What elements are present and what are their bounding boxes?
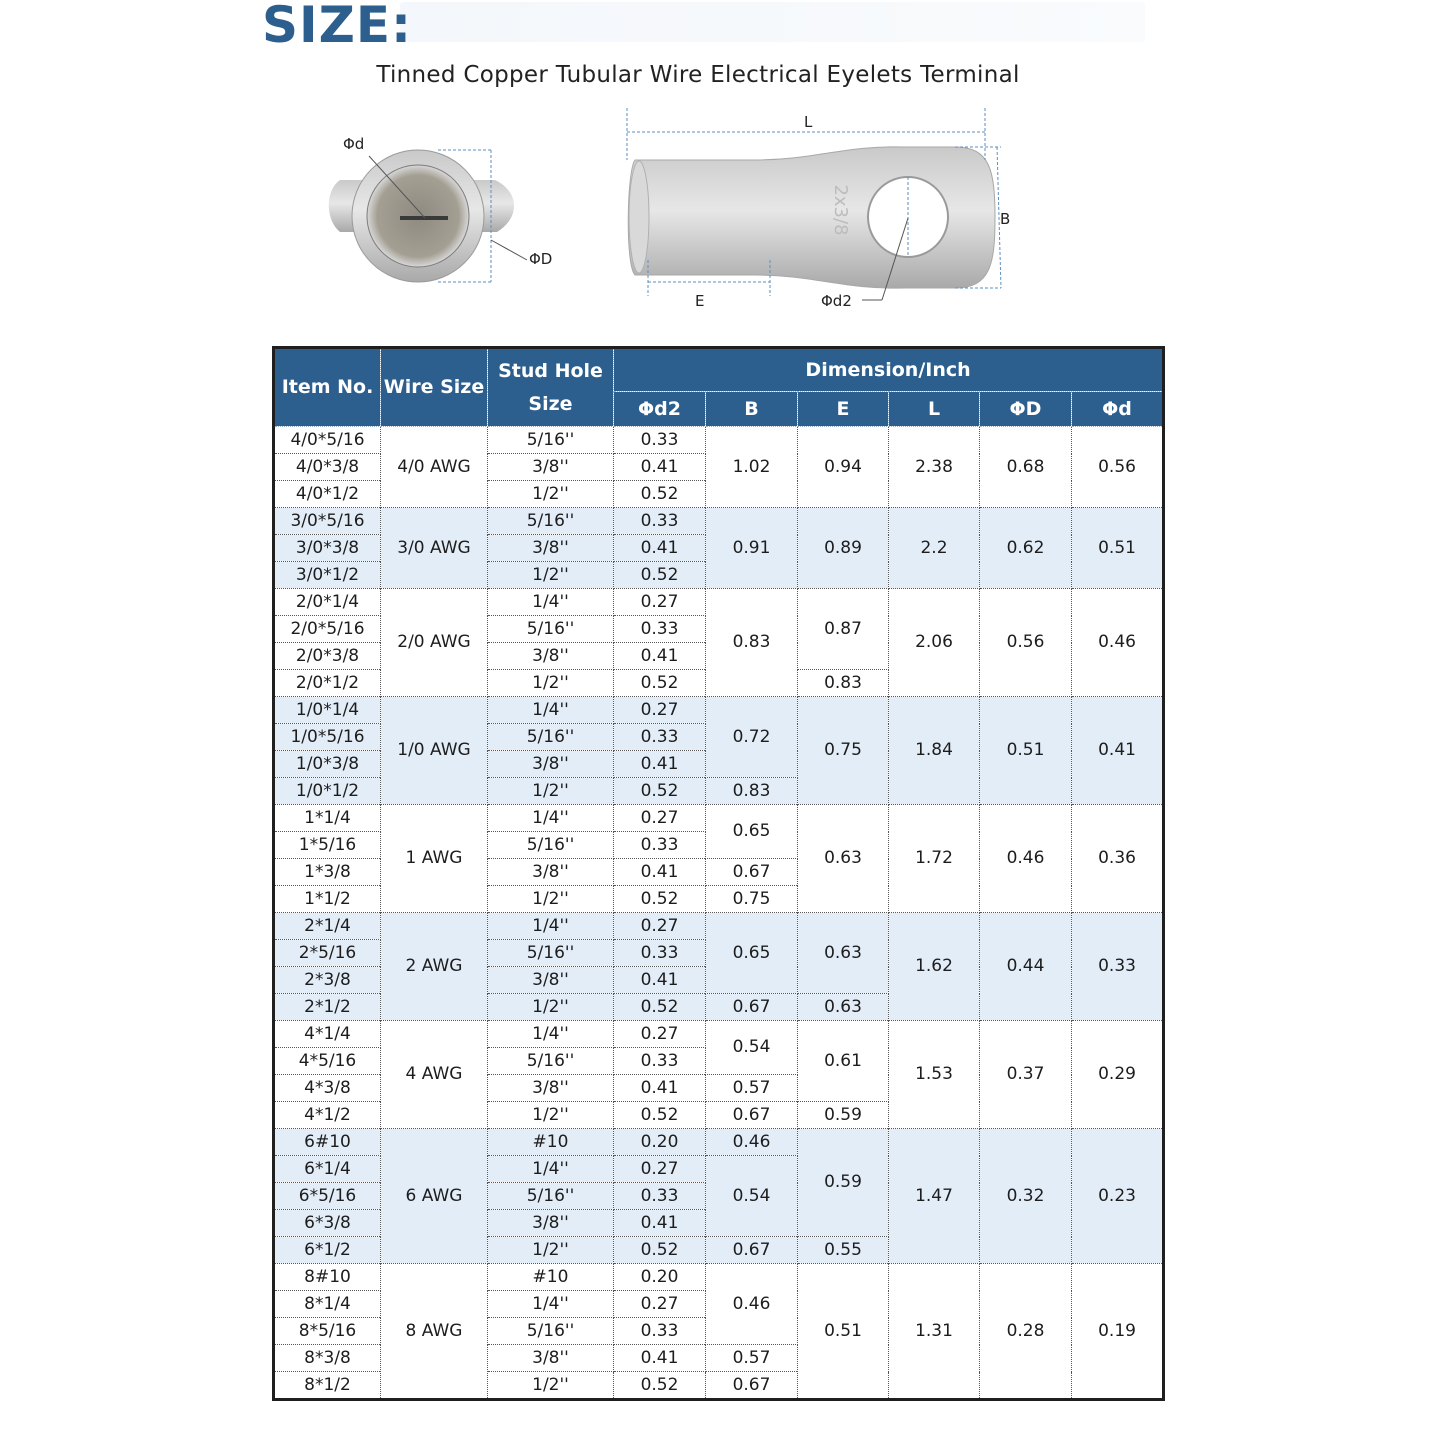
header-dimension: Dimension/Inch — [614, 348, 1164, 392]
wire-group — [274, 805, 1164, 913]
b-cell: 0.83 — [706, 778, 798, 805]
stud-hole-cell: 1/4'' — [488, 913, 614, 940]
inner-diameter-cell: 0.36 — [1072, 805, 1164, 913]
d2-cell: 0.27 — [614, 697, 706, 724]
item-no-cell: 6*5/16 — [274, 1183, 381, 1210]
inner-diameter-cell: 0.51 — [1072, 508, 1164, 589]
label-L: L — [804, 113, 813, 131]
label-d: Φd — [343, 135, 365, 153]
outer-diameter-cell: 0.32 — [980, 1129, 1072, 1264]
item-no-cell: 2*1/2 — [274, 994, 381, 1021]
item-no-cell: 1/0*5/16 — [274, 724, 381, 751]
d2-cell: 0.41 — [614, 454, 706, 481]
l-cell: 2.2 — [889, 508, 980, 589]
d2-cell: 0.33 — [614, 616, 706, 643]
d2-cell: 0.27 — [614, 1156, 706, 1183]
outer-diameter-cell: 0.28 — [980, 1264, 1072, 1400]
e-cell: 0.75 — [798, 697, 889, 805]
d2-cell: 0.41 — [614, 535, 706, 562]
item-no-cell: 8*5/16 — [274, 1318, 381, 1345]
item-no-cell: 2/0*3/8 — [274, 643, 381, 670]
stud-hole-cell: 1/2'' — [488, 1237, 614, 1264]
header-B: B — [706, 392, 798, 427]
table-row — [274, 697, 1164, 724]
d2-cell: 0.27 — [614, 589, 706, 616]
stud-hole-cell: 1/2'' — [488, 1102, 614, 1129]
item-no-cell: 4*1/2 — [274, 1102, 381, 1129]
table-row — [274, 508, 1164, 535]
b-cell: 0.54 — [706, 1021, 798, 1075]
stud-hole-cell: 1/4'' — [488, 1021, 614, 1048]
wire-group — [274, 697, 1164, 805]
wire-group — [274, 1264, 1164, 1400]
item-no-cell: 8#10 — [274, 1264, 381, 1291]
wire-group — [274, 1129, 1164, 1264]
item-no-cell: 1/0*1/2 — [274, 778, 381, 805]
b-cell: 0.67 — [706, 859, 798, 886]
stud-hole-cell: 5/16'' — [488, 1318, 614, 1345]
outer-diameter-cell: 0.56 — [980, 589, 1072, 697]
header-L: L — [889, 392, 980, 427]
l-cell: 2.06 — [889, 589, 980, 697]
b-cell: 0.65 — [706, 805, 798, 859]
item-no-cell: 4*3/8 — [274, 1075, 381, 1102]
header-d2: Φd2 — [614, 392, 706, 427]
b-cell: 0.67 — [706, 994, 798, 1021]
item-no-cell: 4*1/4 — [274, 1021, 381, 1048]
d2-cell: 0.27 — [614, 1021, 706, 1048]
stud-hole-cell: 3/8'' — [488, 1210, 614, 1237]
d2-cell: 0.33 — [614, 427, 706, 454]
stud-hole-cell: #10 — [488, 1129, 614, 1156]
wire-size-cell: 2 AWG — [381, 913, 488, 1021]
d2-cell: 0.20 — [614, 1129, 706, 1156]
table-row — [274, 1129, 1164, 1156]
stud-hole-cell: 1/2'' — [488, 886, 614, 913]
stud-hole-cell: 5/16'' — [488, 724, 614, 751]
inner-diameter-cell: 0.23 — [1072, 1129, 1164, 1264]
wire-size-cell: 6 AWG — [381, 1129, 488, 1264]
item-no-cell: 2/0*1/2 — [274, 670, 381, 697]
item-no-cell: 4/0*5/16 — [274, 427, 381, 454]
stamp-text: 2x3/8 — [830, 184, 851, 236]
d2-cell: 0.41 — [614, 1345, 706, 1372]
stud-hole-cell: 3/8'' — [488, 535, 614, 562]
stud-hole-cell: 3/8'' — [488, 1075, 614, 1102]
item-no-cell: 6*3/8 — [274, 1210, 381, 1237]
stud-hole-cell: 1/4'' — [488, 1156, 614, 1183]
inner-diameter-cell: 0.41 — [1072, 697, 1164, 805]
item-no-cell: 4/0*1/2 — [274, 481, 381, 508]
stud-hole-cell: 1/2'' — [488, 994, 614, 1021]
wire-size-cell: 1/0 AWG — [381, 697, 488, 805]
l-cell: 1.47 — [889, 1129, 980, 1264]
outer-diameter-cell: 0.68 — [980, 427, 1072, 508]
item-no-cell: 3/0*1/2 — [274, 562, 381, 589]
b-cell: 0.72 — [706, 697, 798, 778]
d2-cell: 0.33 — [614, 508, 706, 535]
l-cell: 1.53 — [889, 1021, 980, 1129]
stud-hole-cell: 5/16'' — [488, 1183, 614, 1210]
e-cell: 0.94 — [798, 427, 889, 508]
wire-group — [274, 589, 1164, 697]
e-cell: 0.59 — [798, 1129, 889, 1237]
label-E: E — [695, 292, 705, 310]
outer-diameter-cell: 0.62 — [980, 508, 1072, 589]
inner-diameter-cell: 0.33 — [1072, 913, 1164, 1021]
wire-group — [274, 427, 1164, 508]
d2-cell: 0.27 — [614, 913, 706, 940]
stud-hole-cell: 3/8'' — [488, 643, 614, 670]
item-no-cell: 2*3/8 — [274, 967, 381, 994]
b-cell: 0.67 — [706, 1237, 798, 1264]
header-wire-size: Wire Size — [381, 348, 488, 427]
d2-cell: 0.41 — [614, 967, 706, 994]
wire-group — [274, 508, 1164, 589]
item-no-cell: 3/0*5/16 — [274, 508, 381, 535]
wire-size-cell: 4 AWG — [381, 1021, 488, 1129]
stud-hole-cell: 1/2'' — [488, 1372, 614, 1400]
stud-hole-cell: 1/2'' — [488, 481, 614, 508]
outer-diameter-cell: 0.37 — [980, 1021, 1072, 1129]
stud-hole-cell: 3/8'' — [488, 1345, 614, 1372]
item-no-cell: 8*3/8 — [274, 1345, 381, 1372]
stud-hole-cell: 3/8'' — [488, 859, 614, 886]
b-cell: 0.67 — [706, 1372, 798, 1400]
item-no-cell: 2/0*5/16 — [274, 616, 381, 643]
d2-cell: 0.52 — [614, 1372, 706, 1400]
b-cell: 0.57 — [706, 1075, 798, 1102]
e-cell: 0.63 — [798, 805, 889, 913]
stud-hole-cell: 3/8'' — [488, 751, 614, 778]
side-view-illustration — [627, 108, 1001, 300]
item-no-cell: 2*1/4 — [274, 913, 381, 940]
e-cell: 0.61 — [798, 1021, 889, 1102]
d2-cell: 0.52 — [614, 1102, 706, 1129]
d2-cell: 0.52 — [614, 778, 706, 805]
outer-diameter-cell: 0.46 — [980, 805, 1072, 913]
stud-hole-cell: 1/2'' — [488, 670, 614, 697]
stud-hole-cell: 5/16'' — [488, 832, 614, 859]
item-no-cell: 3/0*3/8 — [274, 535, 381, 562]
item-no-cell: 1/0*1/4 — [274, 697, 381, 724]
label-B: B — [1000, 210, 1011, 228]
table-row — [274, 427, 1164, 454]
item-no-cell: 1*1/2 — [274, 886, 381, 913]
item-no-cell: 2/0*1/4 — [274, 589, 381, 616]
size-table — [272, 346, 1165, 1401]
l-cell: 1.62 — [889, 913, 980, 1021]
d2-cell: 0.41 — [614, 859, 706, 886]
d2-cell: 0.27 — [614, 1291, 706, 1318]
d2-cell: 0.33 — [614, 724, 706, 751]
table-row — [274, 1264, 1164, 1291]
label-d2: Φd2 — [821, 292, 852, 310]
header-item-no: Item No. — [274, 348, 381, 427]
d2-cell: 0.52 — [614, 1237, 706, 1264]
end-view-illustration — [329, 150, 527, 282]
outer-diameter-cell: 0.51 — [980, 697, 1072, 805]
b-cell: 0.57 — [706, 1345, 798, 1372]
d2-cell: 0.27 — [614, 805, 706, 832]
l-cell: 1.72 — [889, 805, 980, 913]
table-row — [274, 913, 1164, 940]
item-no-cell: 4*5/16 — [274, 1048, 381, 1075]
d2-cell: 0.52 — [614, 994, 706, 1021]
item-no-cell: 8*1/2 — [274, 1372, 381, 1400]
page-subtitle: Tinned Copper Tubular Wire Electrical Eyelets Terminal — [376, 62, 1020, 88]
stud-hole-cell: 5/16'' — [488, 427, 614, 454]
e-cell: 0.59 — [798, 1102, 889, 1129]
d2-cell: 0.52 — [614, 670, 706, 697]
d2-cell: 0.52 — [614, 886, 706, 913]
label-D: ΦD — [529, 250, 553, 268]
stud-hole-cell: 1/4'' — [488, 589, 614, 616]
l-cell: 1.84 — [889, 697, 980, 805]
l-cell: 1.31 — [889, 1264, 980, 1400]
stud-hole-cell: 1/4'' — [488, 1291, 614, 1318]
inner-diameter-cell: 0.46 — [1072, 589, 1164, 697]
l-cell: 2.38 — [889, 427, 980, 508]
inner-diameter-cell: 0.19 — [1072, 1264, 1164, 1400]
item-no-cell: 1/0*3/8 — [274, 751, 381, 778]
d2-cell: 0.33 — [614, 1318, 706, 1345]
e-cell: 0.51 — [798, 1264, 889, 1400]
table-row — [274, 589, 1164, 616]
b-cell: 0.46 — [706, 1129, 798, 1156]
inner-diameter-cell: 0.29 — [1072, 1021, 1164, 1129]
header-E: E — [798, 392, 889, 427]
e-cell: 0.87 — [798, 589, 889, 670]
item-no-cell: 1*5/16 — [274, 832, 381, 859]
stud-hole-cell: 1/4'' — [488, 805, 614, 832]
wire-size-cell: 3/0 AWG — [381, 508, 488, 589]
e-cell: 0.89 — [798, 508, 889, 589]
heading-band — [400, 2, 1145, 42]
d2-cell: 0.41 — [614, 1075, 706, 1102]
size-table-wrapper — [272, 346, 1165, 1401]
b-cell: 0.83 — [706, 589, 798, 697]
d2-cell: 0.33 — [614, 832, 706, 859]
d2-cell: 0.41 — [614, 751, 706, 778]
item-no-cell: 6*1/2 — [274, 1237, 381, 1264]
wire-group — [274, 1021, 1164, 1129]
outer-diameter-cell: 0.44 — [980, 913, 1072, 1021]
d2-cell: 0.41 — [614, 643, 706, 670]
wire-size-cell: 4/0 AWG — [381, 427, 488, 508]
stud-hole-cell: 3/8'' — [488, 967, 614, 994]
stud-hole-cell: 1/4'' — [488, 697, 614, 724]
d2-cell: 0.52 — [614, 481, 706, 508]
d2-cell: 0.33 — [614, 1183, 706, 1210]
item-no-cell: 6#10 — [274, 1129, 381, 1156]
stud-hole-cell: 5/16'' — [488, 508, 614, 535]
header-d: Φd — [1072, 392, 1164, 427]
stud-hole-cell: 3/8'' — [488, 454, 614, 481]
stud-hole-cell: 1/2'' — [488, 562, 614, 589]
b-cell: 0.67 — [706, 1102, 798, 1129]
header-D: ΦD — [980, 392, 1072, 427]
d2-cell: 0.33 — [614, 1048, 706, 1075]
b-cell: 0.46 — [706, 1264, 798, 1345]
b-cell: 0.75 — [706, 886, 798, 913]
e-cell: 0.83 — [798, 670, 889, 697]
wire-group — [274, 913, 1164, 1021]
b-cell: 1.02 — [706, 427, 798, 508]
d2-cell: 0.33 — [614, 940, 706, 967]
inner-diameter-cell: 0.56 — [1072, 427, 1164, 508]
wire-size-cell: 2/0 AWG — [381, 589, 488, 697]
item-no-cell: 8*1/4 — [274, 1291, 381, 1318]
stud-hole-cell: #10 — [488, 1264, 614, 1291]
stud-hole-cell: 5/16'' — [488, 1048, 614, 1075]
stud-hole-cell: 5/16'' — [488, 616, 614, 643]
table-row — [274, 805, 1164, 832]
page-heading: SIZE: — [262, 0, 413, 54]
item-no-cell: 6*1/4 — [274, 1156, 381, 1183]
item-no-cell: 4/0*3/8 — [274, 454, 381, 481]
item-no-cell: 1*1/4 — [274, 805, 381, 832]
header-stud-hole-size: Stud Hole Size — [488, 348, 614, 427]
wire-size-cell: 1 AWG — [381, 805, 488, 913]
stud-hole-cell: 5/16'' — [488, 940, 614, 967]
table-row — [274, 1021, 1164, 1048]
wire-size-cell: 8 AWG — [381, 1264, 488, 1400]
e-cell: 0.63 — [798, 913, 889, 994]
d2-cell: 0.20 — [614, 1264, 706, 1291]
item-no-cell: 2*5/16 — [274, 940, 381, 967]
stud-hole-cell: 1/2'' — [488, 778, 614, 805]
d2-cell: 0.52 — [614, 562, 706, 589]
b-cell: 0.54 — [706, 1156, 798, 1237]
e-cell: 0.63 — [798, 994, 889, 1021]
d2-cell: 0.41 — [614, 1210, 706, 1237]
e-cell: 0.55 — [798, 1237, 889, 1264]
terminal-diagram — [265, 100, 1170, 315]
item-no-cell: 1*3/8 — [274, 859, 381, 886]
b-cell: 0.65 — [706, 913, 798, 994]
b-cell: 0.91 — [706, 508, 798, 589]
